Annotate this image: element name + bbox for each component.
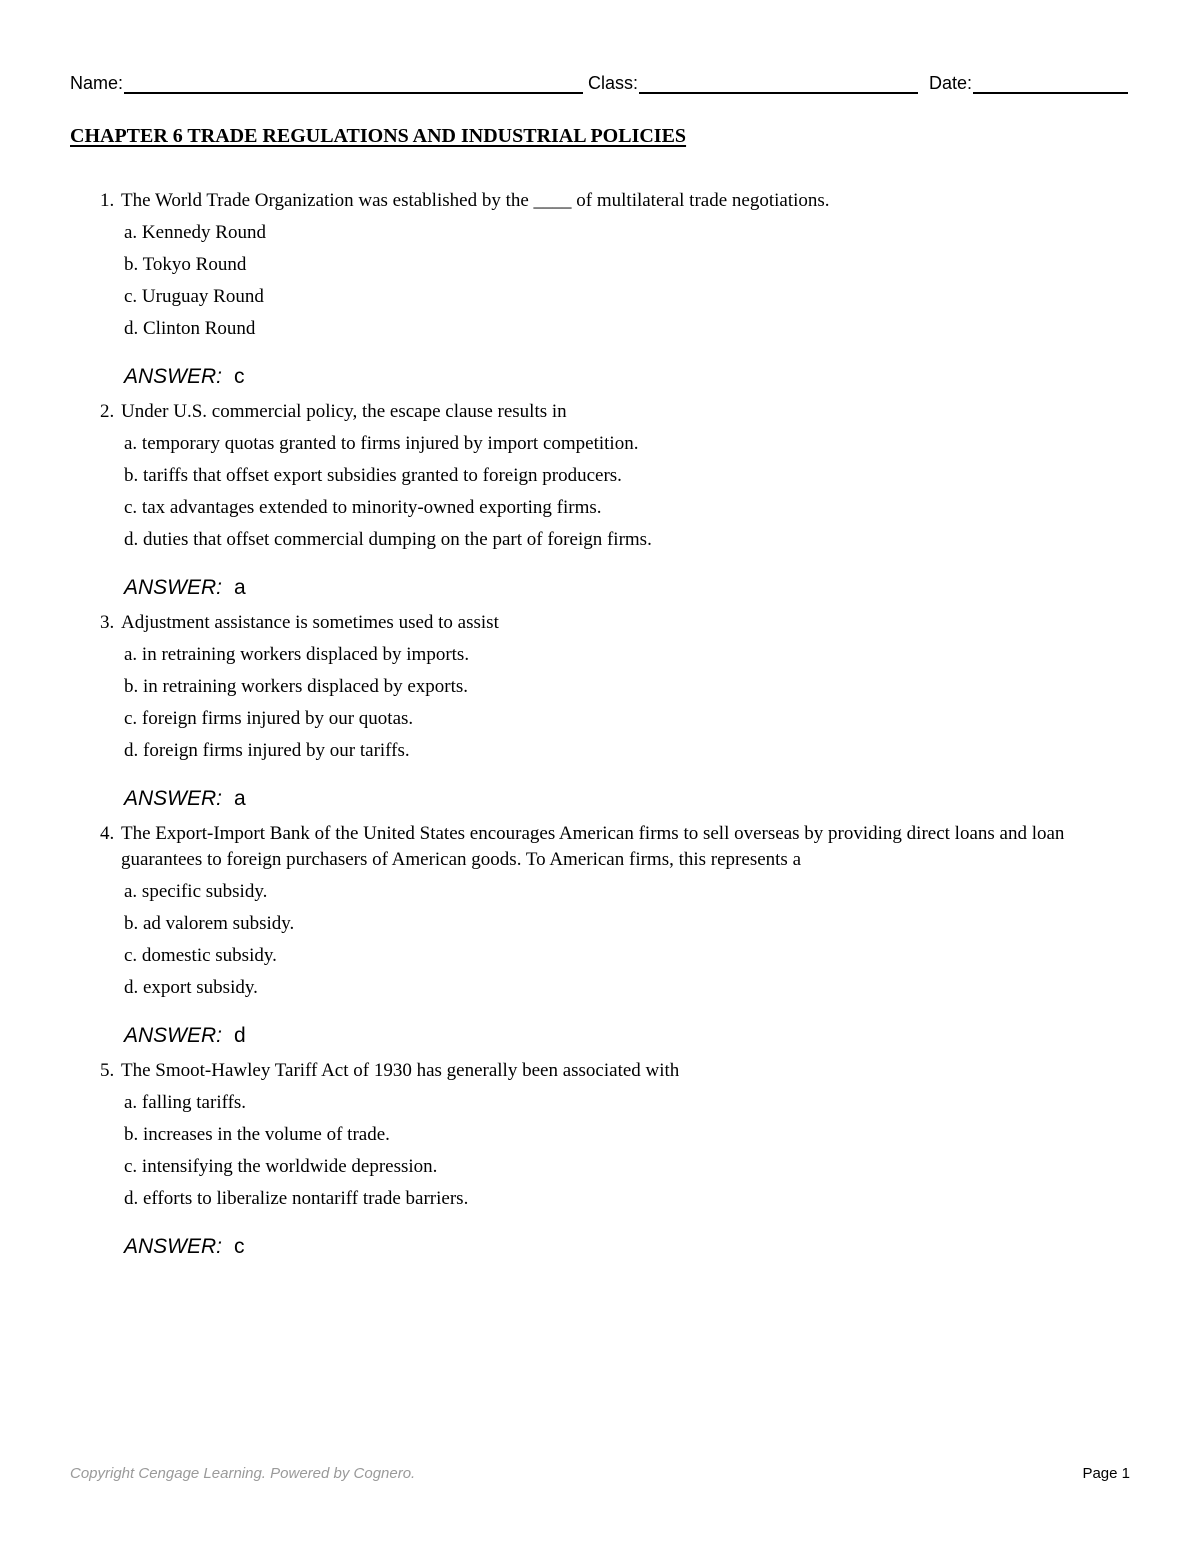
name-label: Name: bbox=[70, 73, 124, 93]
answer-line bbox=[124, 566, 1130, 610]
question-number: 1. bbox=[100, 190, 115, 211]
option-c: c. Uruguay Round bbox=[124, 286, 264, 307]
question-stem bbox=[100, 188, 1130, 214]
option-list bbox=[124, 876, 1130, 1004]
answer-label: ANSWER: bbox=[124, 1235, 223, 1258]
class-label: Class: bbox=[588, 73, 639, 93]
class-blank-line[interactable] bbox=[639, 72, 918, 94]
answer-label: ANSWER: bbox=[124, 1024, 223, 1047]
option-b: b. Tokyo Round bbox=[124, 254, 247, 275]
name-blank-line[interactable] bbox=[124, 72, 583, 94]
answer-line bbox=[124, 1014, 1130, 1058]
name-field[interactable] bbox=[70, 72, 583, 94]
date-label: Date: bbox=[929, 73, 973, 93]
question-5 bbox=[100, 1058, 1130, 1269]
option-list bbox=[124, 1087, 1130, 1215]
chapter-title: CHAPTER 6 TRADE REGULATIONS AND INDUSTRIAL POLICIES bbox=[70, 125, 687, 147]
option-b: b. ad valorem subsidy. bbox=[124, 913, 295, 934]
question-list bbox=[100, 188, 1130, 1269]
answer-label: ANSWER: bbox=[124, 576, 223, 599]
option-d: d. foreign firms injured by our tariffs. bbox=[124, 740, 410, 761]
option-c: c. domestic subsidy. bbox=[124, 945, 277, 966]
question-number: 5. bbox=[100, 1060, 115, 1081]
answer-value: d bbox=[234, 1024, 246, 1047]
option-a: a. in retraining workers displaced by imports. bbox=[124, 644, 470, 665]
question-stem bbox=[100, 610, 1130, 636]
class-field[interactable] bbox=[588, 72, 918, 94]
question-number: 3. bbox=[100, 612, 115, 633]
option-b: b. in retraining workers displaced by exports. bbox=[124, 676, 469, 697]
option-b: b. tariffs that offset export subsidies granted to foreign producers. bbox=[124, 465, 622, 486]
option-list bbox=[124, 217, 1130, 345]
option-d: d. Clinton Round bbox=[124, 318, 256, 339]
option-c: c. tax advantages extended to minority-owned exporting firms. bbox=[124, 497, 602, 518]
option-a: a. temporary quotas granted to firms injured by import competition. bbox=[124, 433, 639, 454]
option-a: a. specific subsidy. bbox=[124, 881, 268, 902]
page-footer bbox=[70, 1465, 1130, 1487]
question-3 bbox=[100, 610, 1130, 821]
date-blank-line[interactable] bbox=[973, 72, 1128, 94]
answer-label: ANSWER: bbox=[124, 787, 223, 810]
question-number: 2. bbox=[100, 401, 115, 422]
answer-line bbox=[124, 777, 1130, 821]
answer-value: c bbox=[234, 1235, 245, 1258]
option-b: b. increases in the volume of trade. bbox=[124, 1124, 390, 1145]
option-a: a. falling tariffs. bbox=[124, 1092, 247, 1113]
page-number: Page 1 bbox=[1082, 1465, 1130, 1482]
question-number: 4. bbox=[100, 823, 115, 844]
date-field[interactable] bbox=[929, 72, 1128, 94]
copyright-notice: Copyright Cengage Learning. Powered by Cognero. bbox=[70, 1465, 416, 1482]
question-text: The Export-Import Bank of the United States encourages American firms to sell overseas by providing direct loans and loan guarantees to foreign purchasers of American goods. To American firms, this represents a bbox=[121, 823, 1065, 870]
option-c: c. foreign firms injured by our quotas. bbox=[124, 708, 414, 729]
question-stem bbox=[100, 821, 1130, 873]
option-list bbox=[124, 639, 1130, 767]
question-text: Adjustment assistance is sometimes used to assist bbox=[121, 612, 499, 633]
question-stem bbox=[100, 1058, 1130, 1084]
question-text: The World Trade Organization was established by the ____ of multilateral trade negotiations. bbox=[121, 190, 830, 211]
question-text: Under U.S. commercial policy, the escape clause results in bbox=[121, 401, 567, 422]
answer-value: a bbox=[234, 576, 246, 599]
option-d: d. export subsidy. bbox=[124, 977, 258, 998]
question-stem bbox=[100, 399, 1130, 425]
answer-value: a bbox=[234, 787, 246, 810]
question-4 bbox=[100, 821, 1130, 1058]
question-2 bbox=[100, 399, 1130, 610]
option-a: a. Kennedy Round bbox=[124, 222, 266, 243]
answer-line bbox=[124, 1225, 1130, 1269]
option-d: d. efforts to liberalize nontariff trade barriers. bbox=[124, 1188, 469, 1209]
question-1 bbox=[100, 188, 1130, 399]
answer-value: c bbox=[234, 365, 245, 388]
option-c: c. intensifying the worldwide depression. bbox=[124, 1156, 438, 1177]
option-d: d. duties that offset commercial dumping on the part of foreign firms. bbox=[124, 529, 652, 550]
option-list bbox=[124, 428, 1130, 556]
question-text: The Smoot-Hawley Tariff Act of 1930 has generally been associated with bbox=[121, 1060, 680, 1081]
answer-line bbox=[124, 355, 1130, 399]
header-fields bbox=[70, 72, 1130, 98]
answer-label: ANSWER: bbox=[124, 365, 223, 388]
